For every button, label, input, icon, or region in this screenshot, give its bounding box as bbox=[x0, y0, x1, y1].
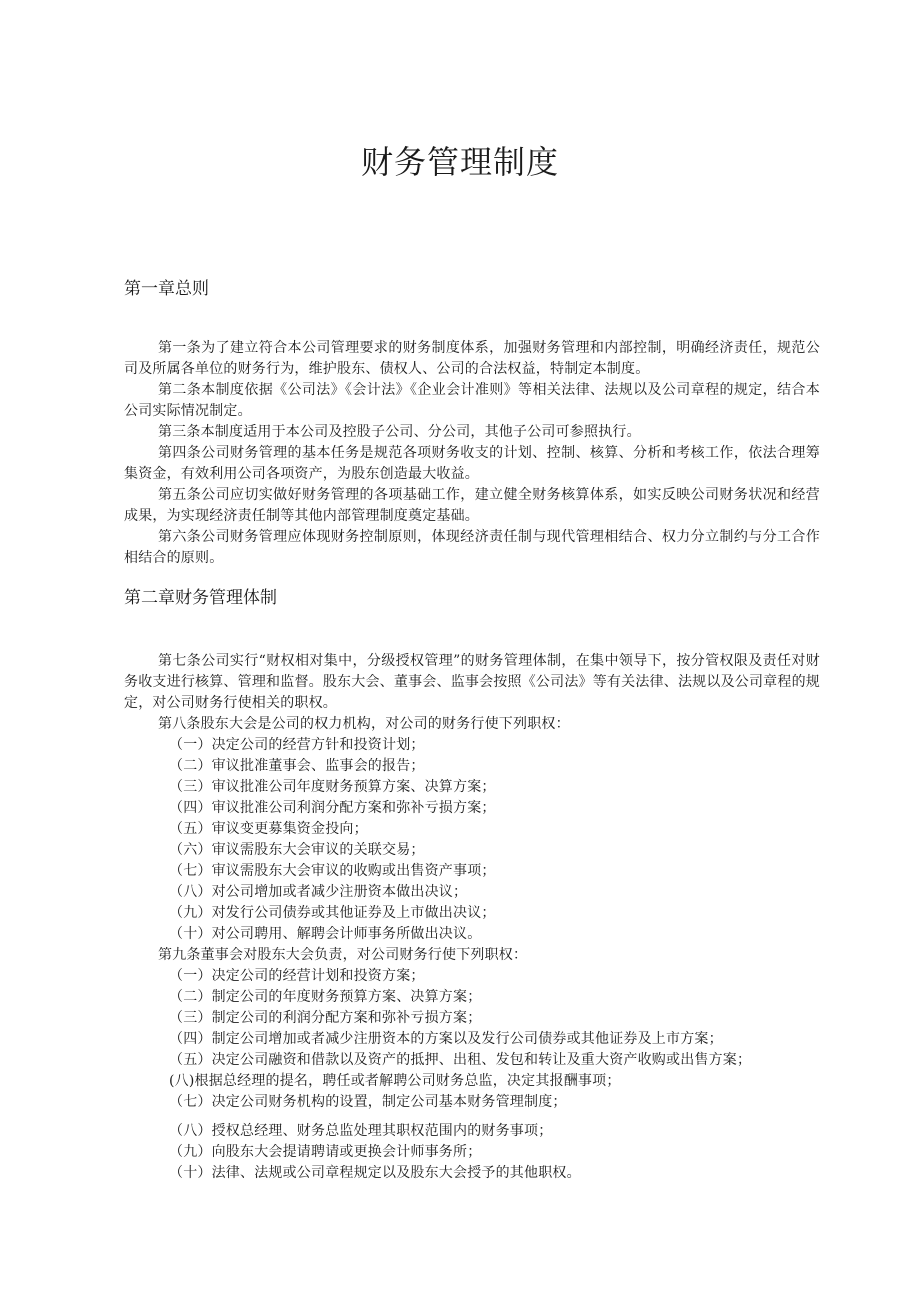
article-8-item: （五）审议变更募集资金投向； bbox=[169, 821, 368, 837]
article-9-item: （十）法律、法规或公司章程规定以及股东大会授予的其他职权。 bbox=[169, 1165, 581, 1181]
article-5: 第五条公司应切实做好财务管理的各项基础工作，建立健全财务核算体系，如实反映公司财务状况和经营成果，为实现经济责任制等其他内部管理制度奠定基础。 bbox=[124, 487, 820, 524]
chapter-2-body bbox=[124, 651, 820, 1184]
article-9-item: （二）制定公司的年度财务预算方案、决算方案； bbox=[169, 989, 482, 1005]
article-9-item: （九）向股东大会提请聘请或更换会计师事务所； bbox=[169, 1144, 482, 1160]
article-8-item: （七）审议需股东大会审议的收购或出售资产事项； bbox=[169, 863, 496, 879]
article-8-item: （六）审议需股东大会审议的关联交易； bbox=[169, 842, 425, 858]
article-4: 第四条公司财务管理的基本任务是规范各项财务收支的计划、控制、核算、分析和考核工作，依法合理筹集资金，有效利用公司各项资产，为股东创造最大收益。 bbox=[124, 445, 820, 482]
article-8-item: （四）审议批准公司利润分配方案和弥补亏损方案； bbox=[169, 800, 496, 816]
article-8-item: （八）对公司增加或者减少注册资本做出决议； bbox=[169, 884, 468, 900]
article-3: 第三条本制度适用于本公司及控股子公司、分公司，其他子公司可参照执行。 bbox=[158, 424, 641, 440]
article-8-item: （一）决定公司的经营方针和投资计划； bbox=[169, 737, 425, 753]
chapter-1-body bbox=[124, 338, 820, 569]
article-9: 第九条董事会对股东大会负责，对公司财务行使下列职权： bbox=[158, 947, 528, 963]
article-8-item: （九）对发行公司债券或其他证券及上市做出决议； bbox=[169, 905, 496, 921]
article-9-item: （四）制定公司增加或者减少注册资本的方案以及发行公司债券或其他证券及上市方案； bbox=[169, 1031, 723, 1047]
article-6: 第六条公司财务管理应体现财务控制原则，体现经济责任制与现代管理相结合、权力分立制约与分工合作相结合的原则。 bbox=[124, 529, 820, 566]
article-2: 第二条本制度依据《公司法》《会计法》《企业会计准则》等相关法律、法规以及公司章程的规定，结合本公司实际情况制定。 bbox=[124, 382, 820, 419]
article-9-item: （八）授权总经理、财务总监处理其职权范围内的财务事项； bbox=[169, 1123, 553, 1139]
article-1: 第一条为了建立符合本公司管理要求的财务制度体系，加强财务管理和内部控制，明确经济责任，规范公司及所属各单位的财务行为，维护股东、债权人、公司的合法权益，特制定本制度。 bbox=[124, 340, 820, 377]
article-9-item: （一）决定公司的经营计划和投资方案； bbox=[169, 968, 425, 984]
article-9-item: （七）决定公司财务机构的设置，制定公司基本财务管理制度； bbox=[169, 1094, 567, 1110]
chapter-2-heading: 第二章财务管理体制 bbox=[124, 588, 277, 608]
article-9-item: （五）决定公司融资和借款以及资产的抵押、出租、发包和转让及重大资产收购或出售方案； bbox=[169, 1052, 752, 1068]
article-9-item: (八)根据总经理的提名，聘任或者解聘公司财务总监，决定其报酬事项； bbox=[169, 1073, 621, 1089]
article-8-item: （二）审议批准董事会、监事会的报告； bbox=[169, 758, 425, 774]
article-8: 第八条股东大会是公司的权力机构，对公司的财务行使下列职权： bbox=[158, 716, 570, 732]
chapter-1-heading: 第一章总则 bbox=[124, 279, 209, 299]
article-7: 第七条公司实行“财权相对集中，分级授权管理”的财务管理体制，在集中领导下，按分管权限及责任对财务收支进行核算、管理和监督。股东大会、董事会、监事会按照《公司法》等有关法律、法规以及公司章程的规定，对公司财务行使相关的职权。 bbox=[124, 653, 820, 711]
article-9-item: （三）制定公司的利润分配方案和弥补亏损方案； bbox=[169, 1010, 482, 1026]
article-8-item: （十）对公司聘用、解聘会计师事务所做出决议。 bbox=[169, 926, 482, 942]
article-8-item: （三）审议批准公司年度财务预算方案、决算方案； bbox=[169, 779, 496, 795]
document-title: 财务管理制度 bbox=[360, 143, 559, 181]
